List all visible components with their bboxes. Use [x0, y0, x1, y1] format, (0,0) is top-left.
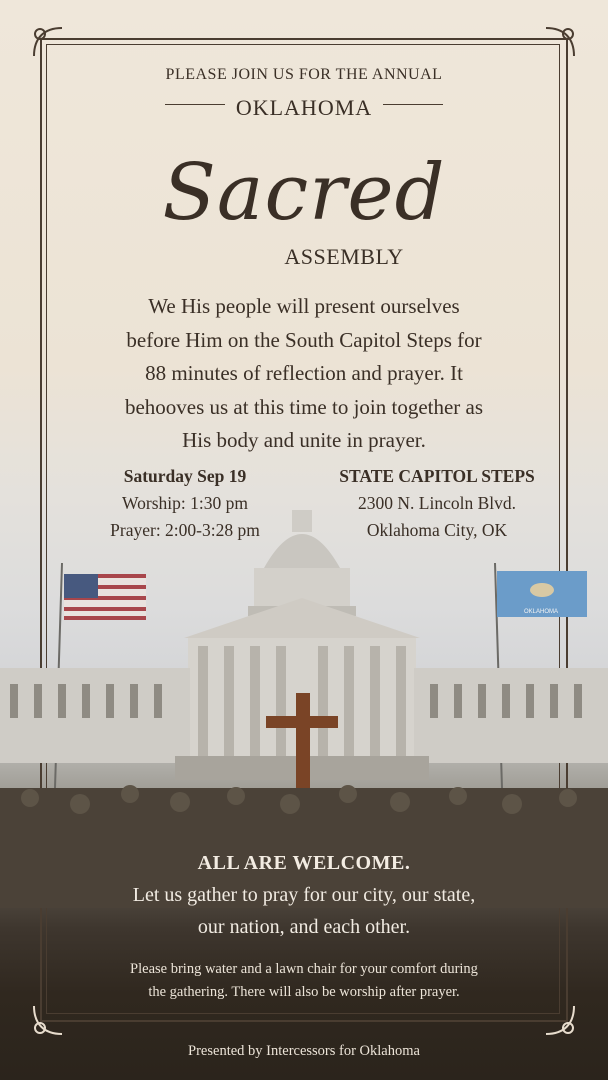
prayer-time: Prayer: 2:00-3:28 pm — [110, 520, 260, 540]
invite-line: PLEASE JOIN US FOR THE ANNUAL — [165, 66, 443, 83]
welcome-line-1: Let us gather to pray for our city, our state, — [132, 884, 476, 906]
welcome-line-2: our nation, and each other. — [197, 916, 411, 938]
intro-line: His body and unite in prayer. — [182, 428, 426, 452]
flourish-bottom-left-icon — [28, 1000, 68, 1040]
venue-name: STATE CAPITOL STEPS — [339, 466, 535, 486]
intro-line: behooves us at this time to join together as — [124, 394, 484, 419]
worship-time: Worship: 1:30 pm — [122, 493, 248, 513]
presented-by: Presented by Intercessors for Oklahoma — [188, 1043, 420, 1059]
note-line-1: Please bring water and a lawn chair for your comfort during — [130, 961, 478, 977]
intro-line: 88 minutes of reflection and prayer. It — [145, 361, 463, 385]
assembly-title: ASSEMBLY — [284, 244, 404, 269]
intro-paragraph — [0, 290, 608, 458]
event-date: Saturday Sep 19 — [123, 466, 247, 486]
welcome-heading: ALL ARE WELCOME. — [197, 852, 411, 874]
us-flag-icon — [64, 574, 146, 620]
venue-address: 2300 N. Lincoln Blvd. — [358, 493, 516, 513]
flourish-bottom-right-icon — [540, 1000, 580, 1040]
intro-line: We His people will present ourselves — [148, 294, 460, 318]
sacred-script-title: Sacred — [162, 148, 446, 238]
flag-label: OKLAHOMA — [523, 609, 559, 615]
intro-line: before Him on the South Capitol Steps for — [126, 327, 482, 352]
flourish-top-left-icon — [28, 22, 68, 62]
venue-city: Oklahoma City, OK — [366, 520, 508, 540]
capitol-photo — [0, 488, 608, 908]
note-line-2: the gathering. There will also be worship after prayer. — [148, 984, 460, 1000]
flourish-top-right-icon — [540, 22, 580, 62]
state-title: OKLAHOMA — [235, 95, 373, 120]
